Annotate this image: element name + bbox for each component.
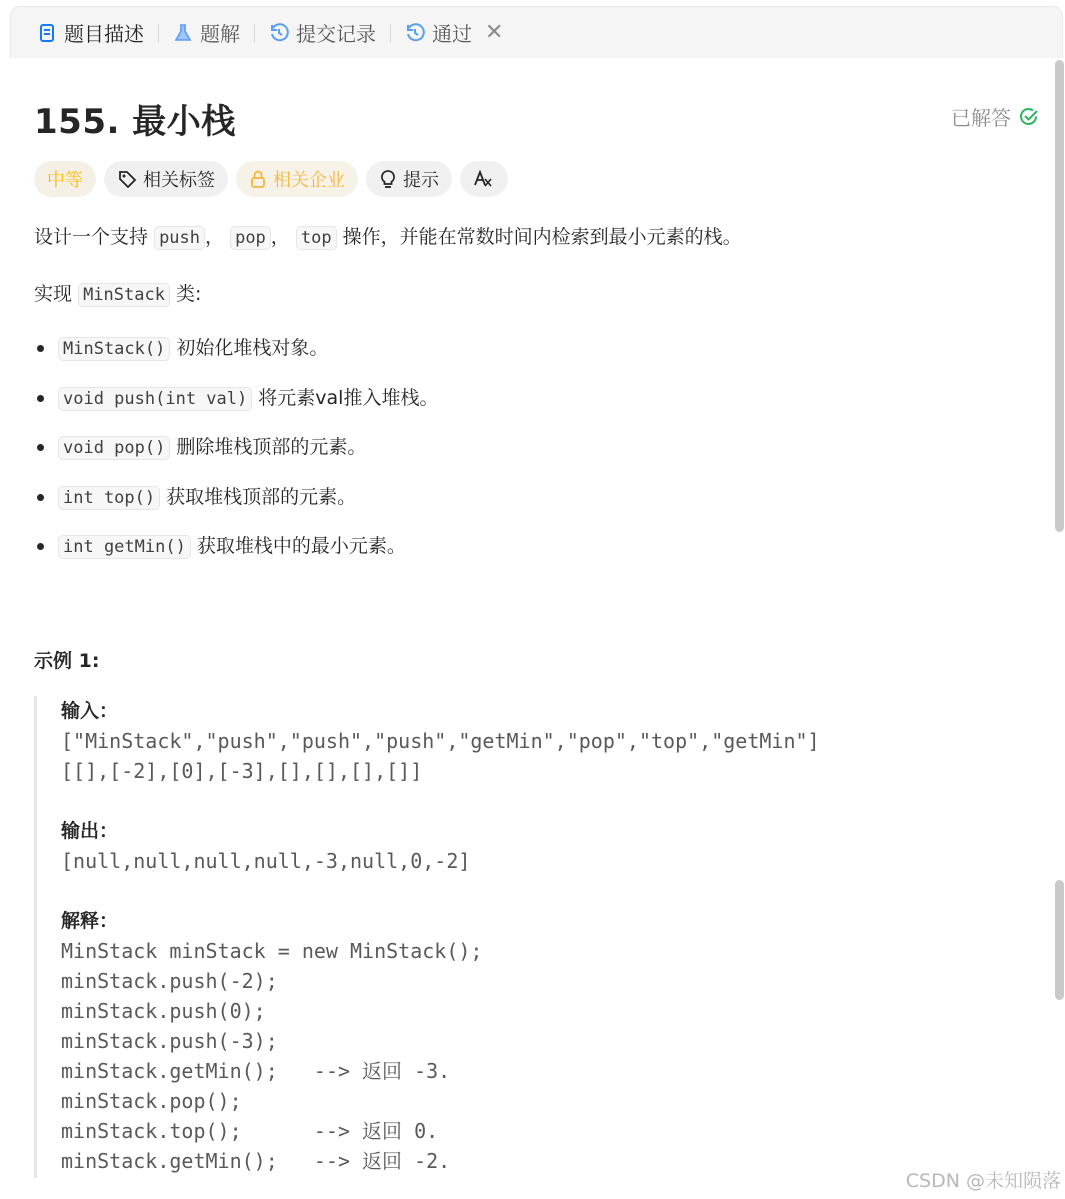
input-line: [[],[-2],[0],[-3],[],[],[],[]]: [61, 759, 423, 783]
related-companies-label: 相关企业: [273, 170, 345, 191]
list-item: [34, 429, 438, 479]
method-code: int top(): [58, 486, 160, 510]
method-code: void pop(): [58, 436, 170, 460]
close-icon[interactable]: ✕: [485, 20, 504, 45]
tab-divider: [158, 24, 159, 42]
impl-text: 类:: [176, 283, 202, 305]
example-heading: 示例 1:: [34, 650, 100, 672]
desc-text: ，: [205, 226, 225, 248]
solved-status: [951, 102, 1039, 131]
inline-code: push: [154, 226, 205, 250]
flask-icon: [173, 23, 193, 43]
explain-line: minStack.push(-3);: [61, 1029, 278, 1053]
vertical-scrollbar[interactable]: [1055, 58, 1064, 1199]
explain-line: minStack.push(-2);: [61, 969, 278, 993]
tab-accepted[interactable]: [397, 7, 511, 58]
list-item: [34, 479, 438, 529]
explain-line: minStack.pop();: [61, 1089, 242, 1113]
scrollbar-thumb[interactable]: [1055, 880, 1064, 1000]
method-desc: 初始化堆栈对象。: [176, 337, 329, 359]
related-companies-button[interactable]: [236, 161, 358, 197]
method-desc: 删除堆栈顶部的元素。: [176, 436, 367, 458]
method-desc: 获取堆栈中的最小元素。: [196, 535, 406, 557]
scrollbar-thumb[interactable]: [1055, 60, 1064, 532]
tab-submissions[interactable]: [261, 7, 384, 58]
implement-line: [34, 279, 201, 310]
desc-text: 设计一个支持: [34, 226, 149, 248]
check-circle-icon: [1019, 107, 1039, 127]
explain-line: minStack.push(0);: [61, 999, 266, 1023]
tag-icon: [117, 169, 137, 189]
difficulty-badge[interactable]: [34, 161, 96, 197]
tab-label: 题解: [200, 22, 240, 46]
hint-label: 提示: [403, 170, 439, 191]
method-code: MinStack(): [58, 337, 170, 361]
tag-row: [34, 161, 508, 197]
spacer: [61, 786, 1034, 816]
input-line: ["MinStack","push","push","push","getMin","pop","top","getMin"]: [61, 729, 820, 753]
difficulty-label: 中等: [47, 170, 83, 191]
problem-title: 155. 最小栈: [34, 102, 236, 142]
method-code: int getMin(): [58, 535, 191, 559]
output-line: [null,null,null,null,-3,null,0,-2]: [61, 849, 471, 873]
problem-description: [34, 222, 742, 253]
tab-bar: [10, 6, 1063, 58]
history-icon: [405, 23, 425, 43]
list-item: [34, 380, 438, 430]
hint-button[interactable]: [366, 161, 452, 197]
output-label: 输出：: [61, 820, 119, 842]
history-icon: [269, 23, 289, 43]
tab-label: 题目描述: [64, 22, 144, 46]
list-item: [34, 330, 438, 380]
related-tags-label: 相关标签: [143, 170, 215, 191]
desc-text: ，: [270, 226, 290, 248]
explain-line: minStack.top(); --> 返回 0.: [61, 1119, 439, 1143]
tab-solutions[interactable]: [165, 7, 248, 58]
tab-label: 提交记录: [296, 22, 376, 46]
method-desc: 将元素val推入堆栈。: [258, 386, 439, 409]
document-icon: [37, 23, 57, 43]
lock-icon: [249, 169, 267, 189]
tab-divider: [390, 24, 391, 42]
related-tags-button[interactable]: [104, 161, 228, 197]
inline-code: MinStack: [78, 283, 170, 307]
method-code: void push(int val): [58, 387, 252, 411]
method-desc: 获取堆栈顶部的元素。: [166, 485, 357, 508]
problem-panel: [10, 58, 1053, 1199]
explain-label: 解释：: [61, 910, 119, 932]
tab-divider: [254, 24, 255, 42]
inline-code: pop: [230, 226, 271, 250]
tab-description[interactable]: [29, 7, 152, 58]
desc-text: 操作，并能在常数时间内检索到最小元素的栈。: [342, 226, 742, 248]
solved-label: 已解答: [951, 106, 1011, 130]
impl-text: 实现: [34, 283, 73, 305]
tab-label: 通过: [432, 22, 472, 46]
input-label: 输入：: [61, 700, 119, 722]
explain-line: minStack.getMin(); --> 返回 -2.: [61, 1149, 451, 1173]
example-block: [34, 696, 1034, 1178]
spacer: [61, 876, 1034, 906]
watermark: CSDN @未知陨落: [905, 1170, 1061, 1192]
inline-code: top: [296, 226, 337, 250]
explain-line: MinStack minStack = new MinStack();: [61, 939, 483, 963]
lightbulb-icon: [379, 169, 397, 189]
translate-button[interactable]: [460, 161, 508, 197]
method-list: [34, 330, 438, 578]
explain-line: minStack.getMin(); --> 返回 -3.: [61, 1059, 451, 1083]
list-item: [34, 528, 438, 578]
translate-icon: [473, 169, 495, 189]
